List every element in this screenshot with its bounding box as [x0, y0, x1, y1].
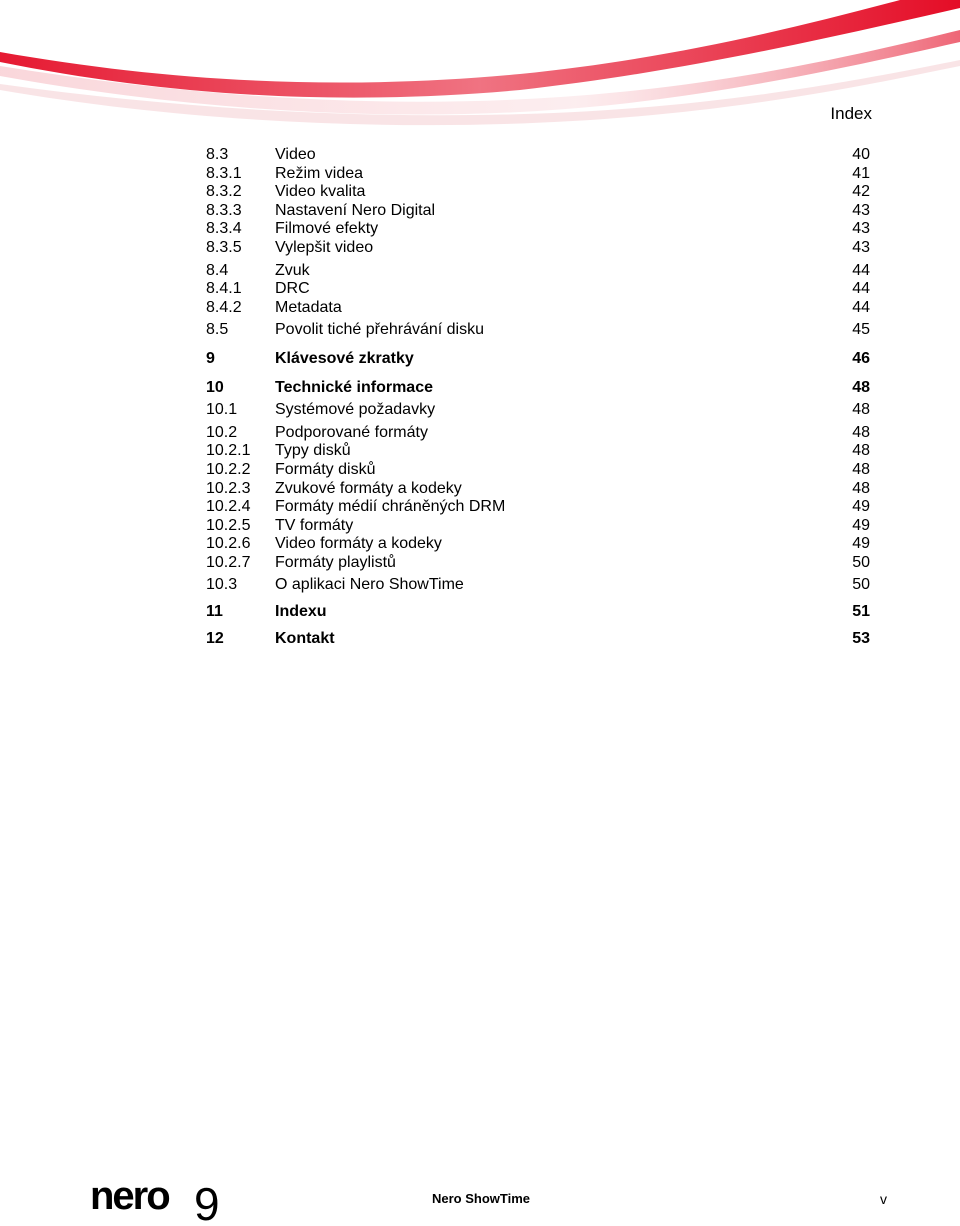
toc-entry-number: 10.2.1	[206, 442, 251, 460]
toc-entry-title: Zvuk	[275, 261, 310, 279]
toc-entry-title: Formáty médií chráněných DRM	[275, 498, 506, 516]
toc-entry[interactable]	[206, 576, 870, 595]
toc-entry[interactable]	[206, 517, 870, 536]
toc-entry-title: Systémové požadavky	[275, 401, 436, 419]
toc-entry[interactable]	[206, 183, 870, 202]
toc-entry[interactable]	[206, 220, 870, 239]
toc-entry-title: Technické informace	[275, 378, 433, 396]
nero-logo	[90, 1176, 230, 1226]
toc-entry[interactable]	[206, 202, 870, 221]
toc-entry-page: 48	[852, 378, 870, 396]
toc-entry-number: 9	[206, 349, 215, 367]
toc-entry[interactable]	[206, 146, 870, 165]
toc-entry[interactable]	[206, 461, 870, 480]
toc-entry-page: 43	[852, 238, 870, 256]
table-of-contents	[206, 146, 870, 648]
page-header-title: Index	[830, 104, 872, 123]
toc-entry-title: Video	[275, 146, 316, 163]
toc-entry-number: 10.2.6	[206, 535, 251, 553]
toc-entry-number: 8.5	[206, 321, 229, 339]
toc-entry-number: 8.3.1	[206, 164, 242, 182]
toc-entry[interactable]	[206, 535, 870, 554]
toc-entry-number: 10.2.7	[206, 553, 251, 571]
toc-entry[interactable]	[206, 239, 870, 258]
toc-entry-number: 8.3.5	[206, 238, 242, 256]
toc-entry-number: 10.3	[206, 576, 238, 594]
toc-entry-page: 42	[852, 183, 870, 201]
toc-entry[interactable]	[206, 554, 870, 573]
toc-entry-page: 44	[852, 261, 870, 279]
toc-entry-page: 48	[852, 401, 870, 419]
toc-entry-number: 12	[206, 629, 224, 647]
toc-entry-page: 49	[852, 535, 870, 553]
footer-page-number: v	[880, 1191, 887, 1207]
toc-entry-page: 44	[852, 280, 870, 298]
toc-entry-title: DRC	[275, 280, 310, 298]
toc-entry-number: 10.1	[206, 401, 238, 419]
svg-text:nero: nero	[90, 1176, 169, 1218]
toc-entry-number: 10.2.2	[206, 460, 251, 478]
toc-entry-page: 48	[852, 442, 870, 460]
toc-entry-title: Vylepšit video	[275, 238, 374, 256]
toc-entry-page: 53	[852, 629, 870, 647]
toc-entry-title: Nastavení Nero Digital	[275, 201, 436, 219]
toc-entry[interactable]	[206, 379, 870, 398]
toc-entry[interactable]	[206, 603, 870, 622]
toc-entry-title: Povolit tiché přehrávání disku	[275, 321, 484, 339]
toc-entry-number: 10.2.5	[206, 516, 251, 534]
toc-entry[interactable]	[206, 498, 870, 517]
toc-entry[interactable]	[206, 442, 870, 461]
toc-entry-page: 43	[852, 201, 870, 219]
toc-entry-title: Klávesové zkratky	[275, 349, 414, 367]
toc-entry-page: 50	[852, 576, 870, 594]
toc-entry-title: Formáty disků	[275, 460, 376, 478]
toc-entry-number: 8.4.2	[206, 298, 242, 316]
toc-entry-title: Formáty playlistů	[275, 553, 396, 571]
toc-entry-page: 49	[852, 498, 870, 516]
toc-entry-number: 10	[206, 378, 224, 396]
toc-entry-title: Typy disků	[275, 442, 351, 460]
toc-entry-title: Video formáty a kodeky	[275, 535, 442, 553]
toc-entry[interactable]	[206, 262, 870, 281]
toc-entry-page: 40	[852, 146, 870, 163]
toc-entry-title: O aplikaci Nero ShowTime	[275, 576, 464, 594]
toc-entry-page: 43	[852, 220, 870, 238]
toc-entry[interactable]	[206, 350, 870, 369]
toc-entry-number: 8.4.1	[206, 280, 242, 298]
toc-entry[interactable]	[206, 321, 870, 340]
toc-entry-number: 8.4	[206, 261, 229, 279]
toc-entry-page: 48	[852, 479, 870, 497]
toc-entry-page: 48	[852, 423, 870, 441]
toc-entry-number: 8.3.3	[206, 201, 242, 219]
toc-entry-number: 10.2.3	[206, 479, 251, 497]
toc-entry[interactable]	[206, 165, 870, 184]
toc-entry-title: Zvukové formáty a kodeky	[275, 479, 462, 497]
toc-entry-page: 50	[852, 553, 870, 571]
toc-entry-title: Filmové efekty	[275, 220, 379, 238]
toc-entry-number: 10.2	[206, 423, 238, 441]
toc-entry-number: 8.3	[206, 146, 229, 163]
toc-entry-number: 8.3.4	[206, 220, 242, 238]
toc-entry-title: Indexu	[275, 603, 327, 621]
toc-entry[interactable]	[206, 630, 870, 649]
toc-entry-title: TV formáty	[275, 516, 354, 534]
toc-entry-page: 51	[852, 603, 870, 621]
toc-entry-title: Podporované formáty	[275, 423, 428, 441]
toc-entry-title: Metadata	[275, 298, 342, 316]
header-swoosh-graphic	[0, 0, 960, 140]
toc-entry-page: 41	[852, 164, 870, 182]
toc-entry-title: Video kvalita	[275, 183, 366, 201]
toc-entry-number: 11	[206, 603, 223, 621]
svg-text:9: 9	[194, 1178, 220, 1226]
toc-entry[interactable]	[206, 280, 870, 299]
footer-product-name: Nero ShowTime	[432, 1191, 531, 1206]
toc-entry-number: 8.3.2	[206, 183, 242, 201]
toc-entry-page: 46	[852, 349, 870, 367]
toc-entry[interactable]	[206, 480, 870, 499]
toc-entry-title: Kontakt	[275, 629, 335, 647]
toc-entry[interactable]	[206, 424, 870, 443]
toc-entry-page: 48	[852, 460, 870, 478]
toc-entry-page: 44	[852, 298, 870, 316]
toc-entry-page: 45	[852, 321, 870, 339]
toc-entry-number: 10.2.4	[206, 498, 251, 516]
toc-entry[interactable]	[206, 299, 870, 318]
toc-entry[interactable]	[206, 401, 870, 420]
toc-entry-page: 49	[852, 516, 870, 534]
toc-entry-title: Režim videa	[275, 164, 364, 182]
